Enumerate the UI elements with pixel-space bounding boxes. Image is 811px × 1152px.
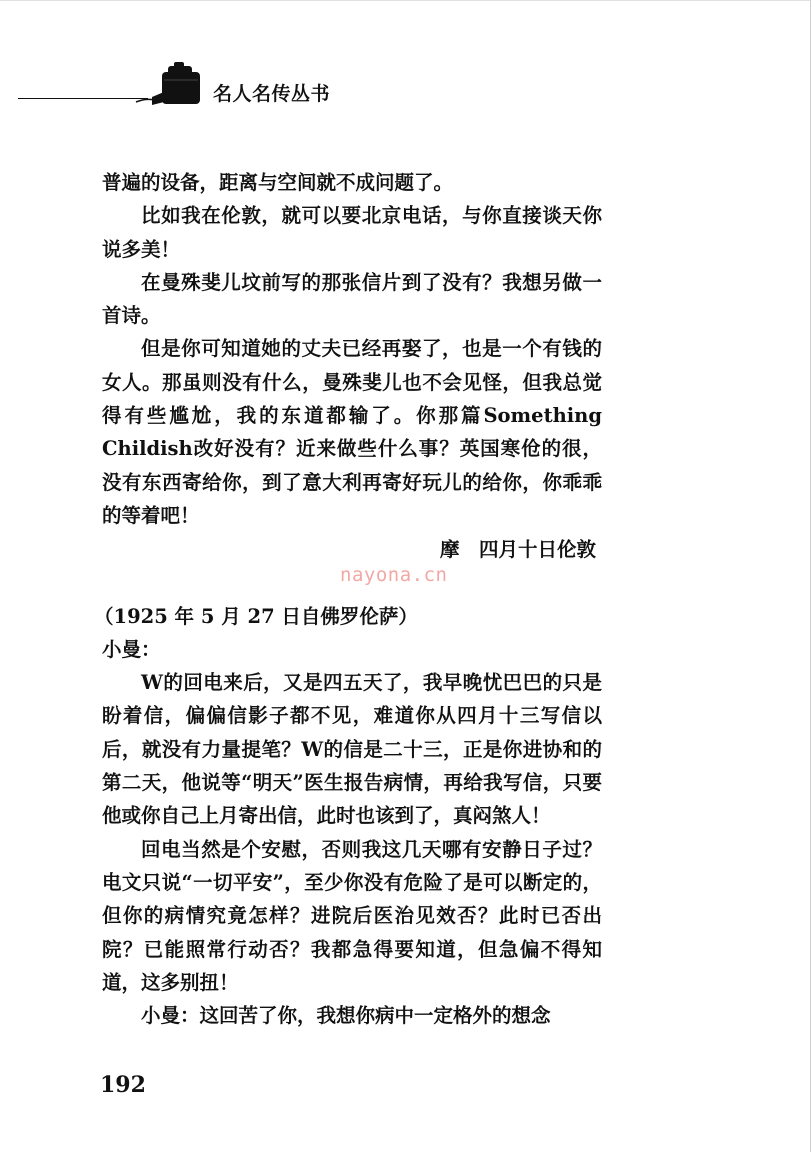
book-stack-emblem-icon <box>134 58 204 108</box>
page-top-edge <box>0 0 811 1</box>
signature-line: 摩 四月十日伦敦 <box>439 538 596 562</box>
series-title: 名人名传丛书 <box>213 83 331 105</box>
header-rule <box>18 98 148 99</box>
paragraph: 比如我在伦敦，就可以要北京电话，与你直接谈天你说多美！ <box>102 204 602 261</box>
paragraph: 但是你可知道她的丈夫已经再娶了，也是一个有钱的女人。那虽则没有什么，曼殊斐儿也不会见怪，但我总觉得有些尴尬，我的东道都输了。你那篇Something Childish改好没有？近来做些什么事？英国寒伧的很，没有东西寄给你，到了意大利再寄好玩儿的给你，你乖乖的等着吧！ <box>102 337 602 527</box>
paragraph: 普遍的设备，距离与空间就不成问题了。 <box>102 171 454 194</box>
paragraph: W的回电来后，又是四五天了，我早晚忧巴巴的只是盼着信，偏偏信影子都不见，难道你从四月十三写信以后，就没有力量提笔？W的信是二十三，正是你进协和的第二天，他说等“明天”医生报告病情，再给我写信，只要他或你自己上月寄出信，此时也该到了，真闷煞人！ <box>102 671 602 828</box>
paragraph: 在曼殊斐儿坟前写的那张信片到了没有？我想另做一首诗。 <box>102 270 602 328</box>
paragraph: 小曼：这回苦了你，我想你病中一定格外的想念 <box>141 1004 551 1028</box>
salutation: 小曼： <box>102 637 161 661</box>
letter-body <box>94 166 602 1032</box>
page-number: 192 <box>100 1072 146 1098</box>
section-heading: （1925 年 5 月 27 日自佛罗伦萨） <box>94 604 418 628</box>
paragraph: 回电当然是个安慰，否则我这几天哪有安静日子过？电文只说“一切平安”，至少你没有危险了是可以断定的，但你的病情究竟怎样？进院后医治见效否？此时已否出院？已能照常行动否？我都急得要知道，但急偏不得知道，这多别扭！ <box>102 837 602 994</box>
watermark: nayona.cn <box>340 564 448 586</box>
